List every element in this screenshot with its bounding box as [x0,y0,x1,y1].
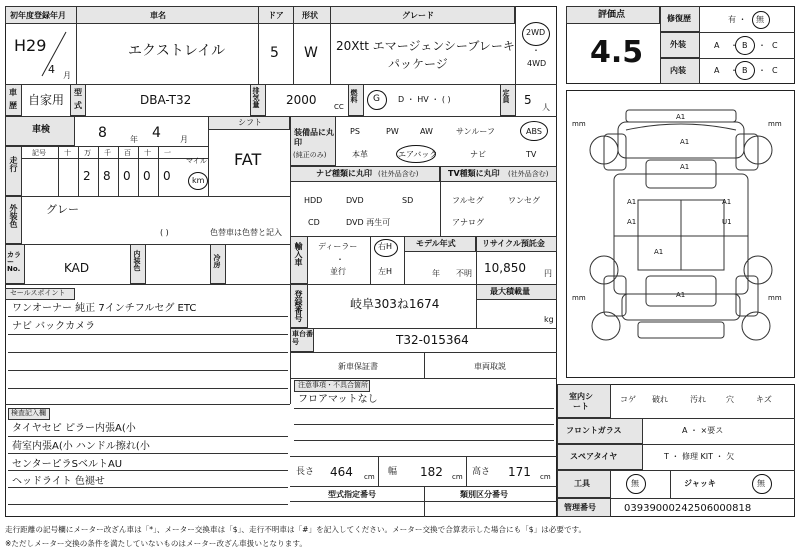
recycle-value: 10,850 [484,261,526,275]
mileage-digit: 0 [123,169,131,183]
grade-option: C [772,41,778,50]
grade-option: ・ [730,41,738,50]
damage-mark: A1 [680,138,690,146]
damage-mark: A1 [627,198,637,206]
abs-circle [520,121,548,141]
interior-b-circle [735,61,755,80]
manual-label: 車両取説 [474,362,506,371]
mileage-unit-label: 百 [124,149,131,157]
damage-mark: A1 [680,163,690,171]
inspection-label: 車検 [32,125,51,135]
mm-label-br: mm [768,294,782,302]
repair-options: 有 ・ [728,15,747,24]
grade-option: B [742,66,748,75]
equipment-option: ナビ [470,150,486,159]
inspector-line-1: タイヤセピ ピラー内張A(小 [12,423,136,434]
equipment-label: 装備品に丸印 [294,128,334,147]
rule-line [294,440,554,441]
navi-label: ナビ種類に丸印 [316,169,372,178]
rule-line [8,487,288,488]
import-label: 輸入車 [294,242,303,266]
equipment-option: PW [386,127,399,136]
control-label: 管理番号 [564,503,596,512]
mileage-digit: 8 [103,169,111,183]
rule-line [158,146,159,196]
mileage-unit-label: 十 [144,149,151,157]
drive-2wd: 2WD [526,28,546,37]
rule-line [98,146,99,196]
exterior-label: 外装 [670,40,686,49]
grade-option: ・ [730,66,738,75]
mm-label-tl: mm [572,120,586,128]
shape-label: 形状 [302,11,318,20]
rule-line [294,408,554,409]
equipment-option: 本革 [352,150,368,159]
rule-line [294,424,554,425]
right-hand: 右H [378,242,393,251]
rule-line [8,370,288,371]
grade-line2: パッケージ [388,57,448,71]
seat-item: 汚れ [690,395,706,404]
navi-option: DVD [346,196,364,205]
color-no-value: KAD [64,261,90,275]
seat-label: 室内シート [569,392,593,411]
model-label-b: 式 [74,101,82,110]
rule-line [8,453,288,454]
width-unit: cm [452,473,463,481]
score-value: 4.5 [590,35,644,70]
rule-line [138,146,139,196]
rule-line [118,146,119,196]
height-label: 高さ [472,467,491,477]
body-shape: W [304,45,318,61]
recycle-yen: 円 [544,269,552,278]
recycle-label: リサイクル預託金 [482,239,545,248]
navi-option: HDD [304,196,323,205]
length-value: 464 [330,465,353,479]
inspection-year: 8 [98,125,107,141]
length-label: 長さ [296,467,315,477]
max-load-label: 最大積載量 [490,287,530,296]
tools-label: 工具 [574,479,590,488]
mileage-label: 走行 [9,156,18,172]
notes-value: フロアマットなし [298,394,378,405]
model-code: DBA-T32 [140,93,192,107]
equipment-sub: (純正のみ) [293,151,327,159]
grade-option: C [772,66,778,75]
mm-label-bl: mm [572,294,586,302]
inspection-year-unit: 年 [130,135,138,144]
rule-line [58,146,59,196]
fuel-label: 燃料 [350,89,358,103]
navi-option: CD [308,218,320,227]
first-reg-month-unit: 月 [63,71,71,80]
class-number-label: 類別区分番号 [460,490,508,499]
grade-option: ・ [758,66,766,75]
navi-option: SD [402,196,414,205]
grade-option: A [714,41,720,50]
inspection-month-unit: 月 [180,135,188,144]
first-reg-month: 4 [48,63,55,76]
import-parallel: 並行 [330,267,346,276]
sales-point-line-1: ワンオーナー 純正 7インチフルセグ ETC [12,303,197,314]
damage-mark: A1 [654,248,664,256]
color-note: 色替車は色替と記入 [210,228,282,237]
rule-line [8,470,288,471]
left-hand: 左H [378,267,393,276]
width-label: 幅 [388,467,398,477]
damage-mark: U1 [722,218,732,226]
score-label: 評価点 [598,10,626,20]
rule-line [8,334,288,335]
length-unit: cm [364,473,375,481]
jack-label: ジャッキ [684,479,716,488]
notes-label: 注意事項・不具合箇所 [298,381,368,389]
type-number-label: 型式指定番号 [328,490,376,499]
grade-option: A [714,66,720,75]
rule-line [8,316,288,317]
door-label: ドア [268,11,284,20]
usage-value: 自家用 [28,93,65,107]
rule-line [78,146,79,196]
inspection-month: 4 [152,125,161,141]
disp-label: 排気量 [252,87,260,108]
disp-unit: CC [334,103,344,111]
mileage-unit-label: 千 [104,149,111,157]
repair-label: 修復歴 [667,14,691,23]
footer-note-2: ※ただしメーター交換の条件を満たしていないものはメーター改ざん車扱いとなります。 [5,539,307,548]
tv-label: TV種類に丸印 [448,169,500,178]
control-value: 03939000242506000818 [624,503,752,514]
airbag-circle [396,145,436,163]
interior-color-label: 内装色 [133,250,141,271]
equipment-option: TV [526,150,537,159]
shift-label: シフト [238,118,262,127]
sales-point-line-2: ナビ バックカメラ [12,321,96,332]
color-label: 外装色 [9,204,18,228]
front-glass-value: A ・ ×要ス [682,426,724,435]
inspector-line-4: ヘッドライト 色褪せ [12,476,105,487]
rule-line [8,388,288,389]
tv-option: フルセグ [452,196,484,205]
mileage-digit: 0 [143,169,151,183]
mileage-unit-label: 十 [64,149,71,157]
car-outline [566,90,795,378]
damage-mark: A1 [722,198,732,206]
damage-mark: A1 [627,218,637,226]
drive-dot: ・ [532,46,540,55]
equipment-option: ABS [526,127,542,136]
model-year-unit: 年 [432,269,440,278]
import-dot: ・ [336,255,344,264]
inspector-label: 検査記入欄 [11,409,46,417]
cap-unit: 人 [542,103,550,112]
seat-item: コゲ [620,395,636,404]
mileage-digit: 0 [163,169,171,183]
mile-label: マイル [186,157,207,165]
spare-tire-value: T ・ 修理 KIT ・ 欠 [664,452,735,461]
tv-sub: (社外品含む) [508,170,549,178]
exterior-b-circle [735,36,755,55]
rule-line [8,436,288,437]
grade: 20Xtt エマージェンシーブレーキ [336,39,515,53]
max-load-kg: kg [544,315,554,324]
mileage-symbol-label: 記号 [32,149,46,157]
mileage-unit-label: 一 [164,149,171,157]
chassis-value: T32-015364 [396,333,469,347]
door-count: 5 [270,45,279,61]
height-unit: cm [540,473,551,481]
footer-note-1: 走行距離の記号欄にメーター改ざん車は「*」、メーター交換車は「$」、走行不明車は「#」を記入してください。メーター交換で合算表示した場合にも「$」は必要です。 [5,525,587,534]
repair-selected: 無 [756,15,764,24]
inspector-line-2: 荷室内張A(小 ハンドル擦れ(小 [12,441,150,452]
tv-option: ワンセグ [508,196,540,205]
equipment-option: PS [350,127,360,136]
equipment-option: サンルーフ [456,127,495,136]
damage-mark: A1 [676,113,686,121]
import-dealer: ディーラー [318,242,358,251]
cap-label: 定員 [502,89,510,103]
car-name-label: 車名 [150,11,166,20]
grade-label: グレード [402,11,434,20]
model-year-unknown: 不明 [456,269,472,278]
capacity: 5 [524,93,532,107]
equipment-option: エアバック [398,150,438,159]
jack-value: 無 [757,479,765,488]
fuel-options: D ・ HV ・ ( ) [398,95,451,104]
sales-point-label: セールスポイント [10,289,66,297]
navi-option: DVD 再生可 [346,218,391,227]
first-reg-year: H29 [14,36,47,55]
fuel-g: G [373,94,380,104]
rule-line [8,352,288,353]
inspector-line-3: センターピラSベルトAU [12,459,123,470]
usage-label-b: 歴 [9,101,17,110]
mileage-digit: 2 [83,169,91,183]
registration-label: 登録番号 [294,290,303,322]
cool-label: 冷房 [213,254,221,268]
damage-mark: A1 [676,291,686,299]
spare-tire-label: スペアタイヤ [570,452,618,461]
registration-value: 岐阜303ね1674 [350,297,440,311]
tools-value: 無 [631,479,639,488]
km-label: km [192,176,205,185]
rule-line [8,504,288,505]
mm-label-tr: mm [768,120,782,128]
mileage-unit-label: 万 [84,149,91,157]
tv-option: アナログ [452,218,484,227]
first-reg-label: 初年度登録年月 [10,11,66,20]
height-value: 171 [508,465,531,479]
model-year-label: モデル年式 [416,239,456,248]
seat-item: 破れ [652,395,668,404]
width-value: 182 [420,465,443,479]
navi-sub: (社外品含む) [378,170,419,178]
color-paren: ( ) [160,228,169,237]
seat-item: 穴 [726,395,734,404]
car-name: エクストレイル [128,43,226,59]
drive-4wd: 4WD [527,59,547,68]
interior-label: 内装 [670,66,686,75]
header-labels-row [5,6,515,24]
color-value: グレー [46,203,79,216]
color-no-label: カラーNo. [7,251,21,273]
seat-item: キズ [756,395,772,404]
usage-label-a: 車 [9,88,17,97]
equipment-option: AW [420,127,433,136]
displacement: 2000 [286,93,317,107]
model-label-a: 型 [74,88,82,97]
front-glass-label: フロントガラス [566,426,622,435]
grade-option: B [742,41,748,50]
shift-value: FAT [234,150,262,169]
grade-option: ・ [758,41,766,50]
warranty-label: 新車保証書 [338,362,378,371]
chassis-label: 車台番号 [292,330,313,347]
